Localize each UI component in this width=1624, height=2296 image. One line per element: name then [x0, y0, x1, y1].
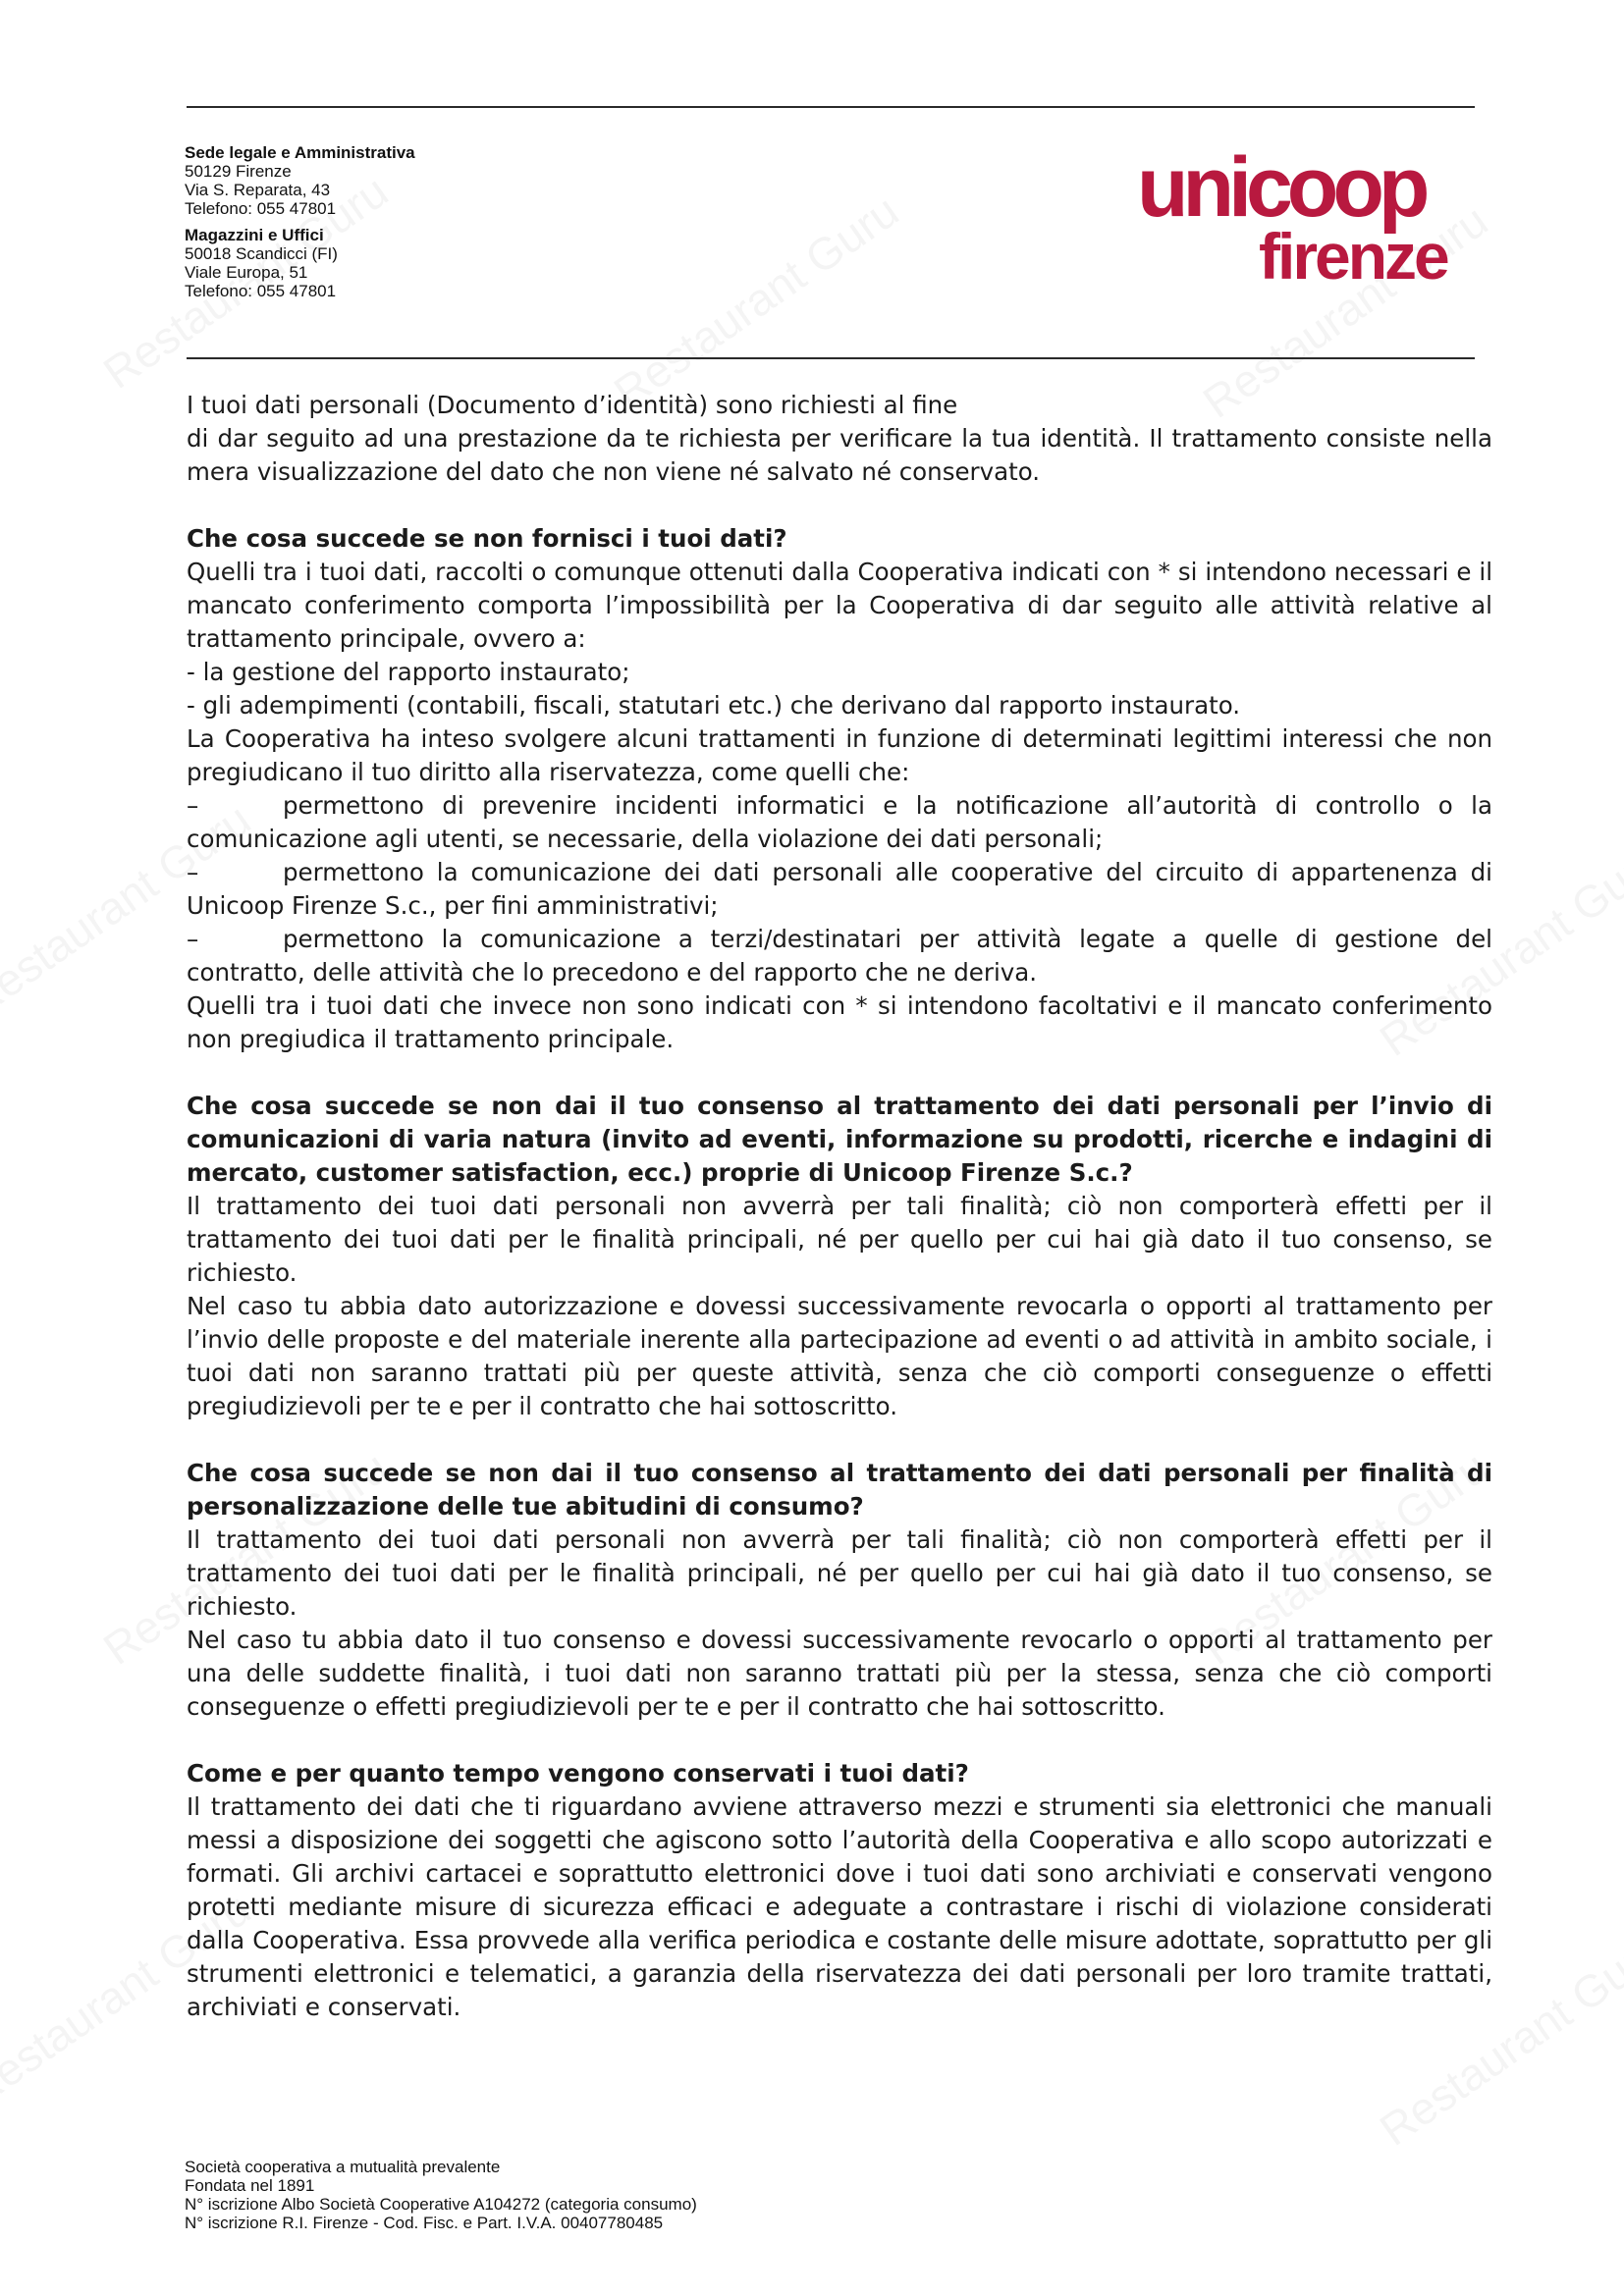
footer-line: N° iscrizione Albo Società Cooperative A104272 (categoria consumo)	[185, 2195, 697, 2214]
footer-line: Società cooperativa a mutualità prevalente	[185, 2158, 501, 2176]
dash: –	[187, 925, 199, 953]
sede-line: Via S. Reparata, 43	[185, 181, 331, 199]
unicoop-firenze-logo	[1137, 140, 1461, 293]
bullet-text: permettono di prevenire incidenti informatici e la notificazione all’autorità di controllo o la comunicazione agli utenti, se necessarie, della violazione dei dati personali;	[187, 791, 1492, 853]
section-heading: Che cosa succede se non dai il tuo consenso al trattamento dei dati personali per l’invio di comunicazioni di varia natura (invito ad eventi, informazione su prodotti, ricerche e indagini di mercato, customer satisfaction, ecc.) proprie di Unicoop Firenze S.c.?	[187, 1092, 1492, 1187]
magazzini-title: Magazzini e Uffici	[185, 226, 324, 244]
bullet-item	[187, 856, 1492, 923]
document-body	[187, 389, 1492, 2024]
intro-line: I tuoi dati personali (Documento d’identità) sono richiesti al fine	[187, 391, 958, 419]
paragraph: Il trattamento dei tuoi dati personali non avverrà per tali finalità; ciò non comporterà effetti per il trattamento dei tuoi dati per le finalità principali, né per quello per cui hai già dato il tuo consenso, se richiesto.	[187, 1192, 1492, 1287]
dash: –	[187, 791, 199, 820]
bullet-text: permettono la comunicazione a terzi/destinatari per attività legate a quelle di gestione del contratto, delle attività che lo precedono e del rapporto che ne deriva.	[187, 925, 1492, 987]
intro-paragraph: di dar seguito ad una prestazione da te richiesta per verificare la tua identità. Il trattamento consiste nella mera visualizzazione del dato che non viene né salvato né conservato.	[187, 424, 1492, 486]
paragraph: Il trattamento dei dati che ti riguardano avviene attraverso mezzi e strumenti sia elettronici che manuali messi a disposizione dei soggetti che agiscono sotto l’autorità della Cooperativa e allo scopo autorizzati e formati. Gli archivi cartacei e soprattutto elettronici dove i tuoi dati sono archiviati e conservati vengono protetti mediante misure di sicurezza efficaci e adeguate a contrastare i rischi di violazione considerati dalla Cooperativa. Essa provvede alla verifica periodica e costante delle misure adottate, soprattutto per gli strumenti elettronici e telematici, a garanzia della riservatezza dei dati personali per loro tramite trattati, archiviati e conservati.	[187, 1792, 1492, 2021]
section-heading: Come e per quanto tempo vengono conservati i tuoi dati?	[187, 1759, 969, 1788]
logo-line1: unicoop	[1137, 140, 1425, 235]
magazzini-line: 50018 Scandicci (FI)	[185, 244, 338, 263]
paragraph: Quelli tra i tuoi dati che invece non sono indicati con * si intendono facoltativi e il mancato conferimento non pregiudica il trattamento principale.	[187, 991, 1492, 1053]
sede-line: Telefono: 055 47801	[185, 199, 337, 218]
bullet-item	[187, 789, 1492, 856]
paragraph: La Cooperativa ha inteso svolgere alcuni trattamenti in funzione di determinati legittimi interessi che non pregiudicano il tuo diritto alla riservatezza, come quelli che:	[187, 724, 1492, 786]
section-heading: Che cosa succede se non fornisci i tuoi dati?	[187, 524, 787, 553]
magazzini-line: Viale Europa, 51	[185, 263, 308, 282]
footer-line: N° iscrizione R.I. Firenze - Cod. Fisc. e Part. I.V.A. 00407780485	[185, 2214, 664, 2232]
paragraph: Quelli tra i tuoi dati, raccolti o comunque ottenuti dalla Cooperativa indicati con * si intendono necessari e il mancato conferimento comporta l’impossibilità per la Cooperativa di dar seguito alle attività relative al trattamento principale, ovvero a:	[187, 558, 1492, 653]
magazzini-line: Telefono: 055 47801	[185, 282, 337, 300]
top-divider	[187, 106, 1475, 108]
footer-line: Fondata nel 1891	[185, 2176, 315, 2195]
bullet-item	[187, 923, 1492, 989]
header-address	[185, 143, 415, 300]
watermark	[604, 184, 908, 418]
footer	[185, 2158, 697, 2232]
paragraph: Nel caso tu abbia dato il tuo consenso e dovessi successivamente revocarlo o opporti al trattamento per una delle suddette finalità, i tuoi dati non saranno trattati più per la stessa, senza che ciò comporti conseguenze o effetti pregiudizievoli per te e per il contratto che hai sottoscritto.	[187, 1626, 1492, 1721]
dash: –	[187, 858, 199, 886]
bullet-text: permettono la comunicazione dei dati personali alle cooperative del circuito di appartenenza di Unicoop Firenze S.c., per fini amministrativi;	[187, 858, 1492, 920]
paragraph: Nel caso tu abbia dato autorizzazione e dovessi successivamente revocarla o opporti al trattamento per l’invio delle proposte e del materiale inerente alla partecipazione ad eventi o ad attività in ambito sociale, i tuoi dati non saranno trattati più per queste attività, senza che ciò comporti conseguenze o effetti pregiudizievoli per te e per il contratto che hai sottoscritto.	[187, 1292, 1492, 1420]
sede-line: 50129 Firenze	[185, 162, 292, 181]
list-item: - gli adempimenti (contabili, fiscali, statutari etc.) che derivano dal rapporto instaurato.	[187, 691, 1241, 720]
sede-title: Sede legale e Amministrativa	[185, 143, 415, 162]
paragraph: Il trattamento dei tuoi dati personali non avverrà per tali finalità; ciò non comporterà effetti per il trattamento dei tuoi dati per le finalità principali, né per quello per cui hai già dato il tuo consenso, se richiesto.	[187, 1525, 1492, 1621]
section-heading: Che cosa succede se non dai il tuo consenso al trattamento dei dati personali per finalità di personalizzazione delle tue abitudini di consumo?	[187, 1459, 1492, 1521]
header-divider	[187, 357, 1475, 359]
list-item: - la gestione del rapporto instaurato;	[187, 658, 630, 686]
logo-line2: firenze	[1259, 220, 1447, 293]
